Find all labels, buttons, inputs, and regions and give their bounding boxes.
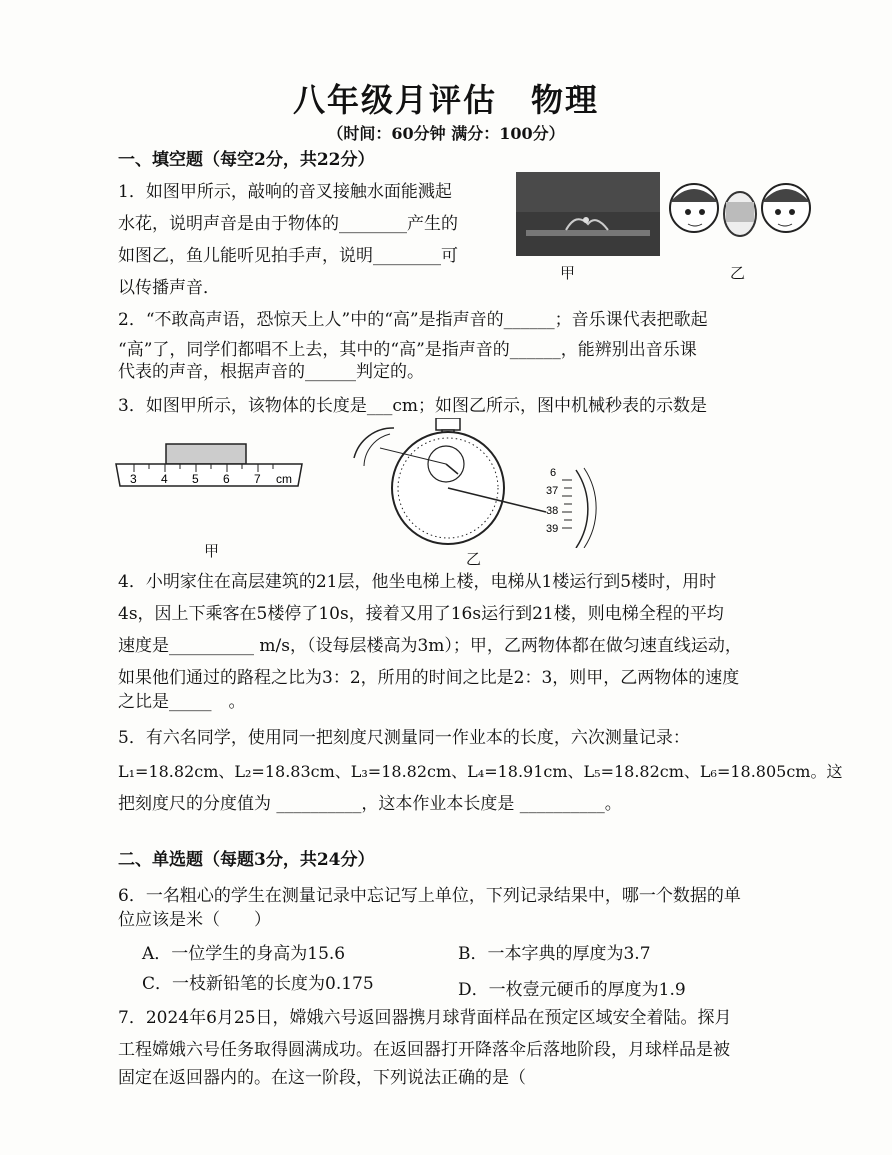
q4-line1: 4．小明家住在高层建筑的21层，他坐电梯上楼，电梯从1楼运行到5楼时，用时 — [118, 572, 717, 592]
q1-caption-yi: 乙 — [730, 264, 746, 282]
section1-heading: 一、填空题（每空2分，共22分） — [118, 150, 375, 170]
ruler-tick-7: 7 — [254, 472, 261, 486]
q4-line4: 如果他们通过的路程之比为3：2，所用的时间之比是2：3，则甲，乙两物体的速度 — [118, 668, 740, 688]
section2-heading: 二、单选题（每题3分，共24分） — [118, 850, 375, 870]
q2-line1: 2．“不敢高声语，恐惊天上人”中的“高”是指声音的______；音乐课代表把歌起 — [118, 310, 708, 330]
stopwatch-caption: 乙 — [466, 550, 482, 568]
ruler-figure — [112, 440, 308, 490]
q5-line1: 5．有六名同学，使用同一把刻度尺测量同一作业本的长度，六次测量记录： — [118, 728, 690, 748]
ruler-unit-cm: cm — [276, 472, 292, 486]
page-title: 八年级月评估 物理 — [292, 81, 599, 119]
stopwatch-figure — [350, 418, 600, 548]
stopwatch-label-37: 37 — [546, 485, 559, 497]
q6-option-a: A．一位学生的身高为15.6 — [142, 944, 346, 964]
ruler-tick-6: 6 — [223, 472, 230, 486]
q7-line1: 7．2024年6月25日，嫦娥六号返回器携月球背面样品在预定区域安全着陆。探月 — [118, 1008, 732, 1028]
ruler-tick-3: 3 — [130, 472, 137, 486]
page-subtitle: （时间：60分钟 满分：100分） — [327, 124, 565, 143]
stopwatch-label-38: 38 — [546, 505, 559, 517]
q1-line2: 水花，说明声音是由于物体的________产生的 — [118, 214, 458, 234]
ruler-tick-4: 4 — [161, 472, 168, 486]
q1-caption-jia: 甲 — [560, 264, 576, 282]
q6-option-d: D．一枚壹元硬币的厚度为1.9 — [458, 980, 686, 1000]
fish-bowl-figure — [660, 172, 820, 252]
stopwatch-label-6: 6 — [550, 467, 557, 479]
q3-text: 3．如图甲所示，该物体的长度是___cm；如图乙所示，图中机械秒表的示数是 — [118, 396, 707, 416]
q6-line2: 位应该是米（ ） — [118, 910, 271, 930]
q2-line2: “高”了，同学们都唱不上去，其中的“高”是指声音的______，能辨别出音乐课 — [118, 340, 697, 360]
q2-line3: 代表的声音，根据声音的______判定的。 — [118, 362, 424, 382]
q1-line3: 如图乙，鱼儿能听见拍手声，说明________可 — [118, 246, 458, 266]
q7-line3: 固定在返回器内的。在这一阶段，下列说法正确的是（ — [118, 1068, 526, 1088]
ruler-caption: 甲 — [204, 542, 220, 560]
q4-line3: 速度是__________ m/s，（设每层楼高为3m）；甲，乙两物体都在做匀速直线运动， — [118, 636, 742, 656]
tuning-fork-photo — [516, 172, 660, 256]
q7-line2: 工程嫦娥六号任务取得圆满成功。在返回器打开降落伞后落地阶段，月球样品是被 — [118, 1040, 730, 1060]
stopwatch-label-39: 39 — [546, 523, 559, 535]
q1-line4: 以传播声音． — [118, 278, 220, 298]
q4-line5: 之比是_____ 。 — [118, 692, 246, 712]
q5-line2: L₁=18.82cm、L₂=18.83cm、L₃=18.82cm、L₄=18.91cm、L₅=18.82cm、L₆=18.805cm。这 — [118, 762, 843, 781]
q6-option-b: B．一本字典的厚度为3.7 — [458, 944, 651, 964]
ruler-tick-5: 5 — [192, 472, 199, 486]
q6-option-c: C．一枝新铅笔的长度为0.175 — [142, 974, 374, 994]
q6-line1: 6．一名粗心的学生在测量记录中忘记写上单位，下列记录结果中，哪一个数据的单 — [118, 886, 741, 906]
q1-line1: 1．如图甲所示，敲响的音叉接触水面能溅起 — [118, 182, 452, 202]
q5-line3: 把刻度尺的分度值为 __________，这本作业本长度是 __________。 — [118, 794, 622, 814]
q4-line2: 4s，因上下乘客在5楼停了10s，接着又用了16s运行到21楼，则电梯全程的平均 — [118, 604, 724, 624]
